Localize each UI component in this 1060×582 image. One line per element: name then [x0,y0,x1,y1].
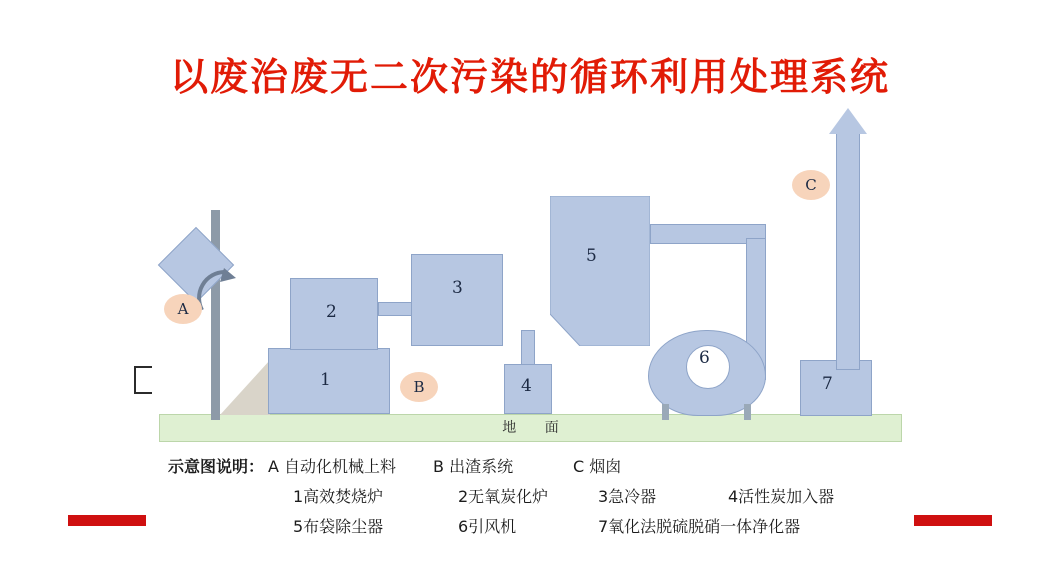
legend [168,454,928,544]
legend-item-1: 1高效焚烧炉 [293,487,384,506]
legend-item-c: C 烟囱 [573,457,622,476]
ground-strip [159,414,902,442]
fan-leg-right [744,404,751,420]
decorative-bar-left [68,515,146,526]
unit-5-bag-filter [550,196,650,346]
legend-row-2 [293,484,928,507]
left-bracket-marker [134,366,152,394]
unit-3-number: 3 [452,278,463,298]
unit-2-number: 2 [326,302,337,322]
callout-c: C [792,170,830,200]
duct-to-unit-4 [521,330,535,368]
legend-item-7: 7氧化法脱硫脱硝一体净化器 [598,517,801,536]
legend-item-6: 6引风机 [458,517,517,536]
legend-lead: 示意图说明： [168,457,265,476]
feeder-rotation-arrow [196,266,250,320]
legend-item-3: 3急冷器 [598,487,657,506]
legend-row-3 [293,514,928,537]
fan-leg-left [662,404,669,420]
legend-item-5: 5布袋除尘器 [293,517,384,536]
chimney-exhaust-arrow [829,108,867,134]
page-title: 以废治废无二次污染的循环利用处理系统 [169,54,890,99]
legend-item-4: 4活性炭加入器 [728,487,835,506]
unit-1-number: 1 [320,370,331,390]
unit-3-quench [411,254,503,346]
unit-5-number: 5 [586,246,597,266]
legend-item-2: 2无氧炭化炉 [458,487,549,506]
duct-2-to-3 [378,302,412,316]
unit-7-number: 7 [822,374,833,394]
legend-item-a: A 自动化机械上料 [268,457,397,476]
callout-b: B [400,372,438,402]
chimney-stack [836,130,860,370]
legend-item-b: B 出渣系统 [433,457,514,476]
callout-a: A [164,294,202,324]
unit-4-number: 4 [521,376,532,396]
ash-hopper [220,360,270,415]
unit-6-number: 6 [699,348,710,368]
ground-label: 地 面 [502,420,571,436]
legend-row-1 [168,454,928,477]
